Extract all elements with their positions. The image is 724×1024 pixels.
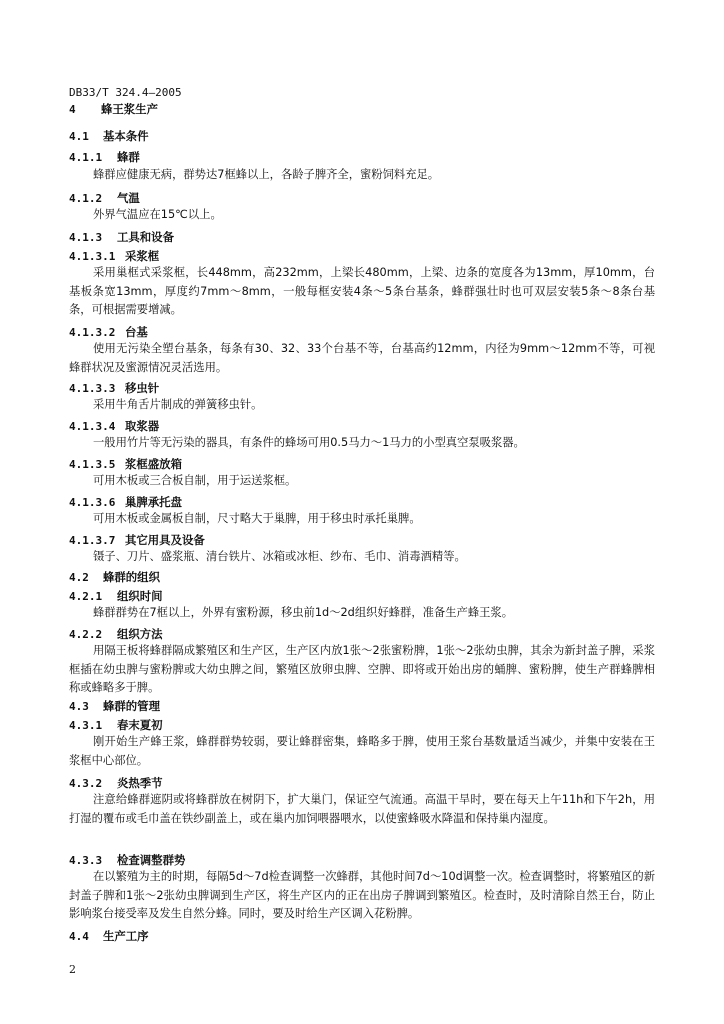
heading-title: 工具和设备 [117, 230, 174, 244]
heading-4-1-3-3 [69, 380, 159, 397]
paragraph: 可用木板或三合板自制，用于运送浆框。 [93, 474, 297, 487]
heading-number: 4.3.2 [69, 777, 103, 790]
heading-number: 4.3 [69, 700, 89, 713]
heading-title: 采浆框 [125, 249, 160, 263]
heading-title: 基本条件 [103, 129, 149, 143]
heading-number: 4.1.3.1 [69, 250, 116, 263]
heading-title: 炎热季节 [117, 776, 163, 790]
heading-4-2-1 [69, 588, 163, 605]
paragraph: 刚开始生产蜂王浆，蜂群群势较弱，要让蜂群密集，蜂略多于脾，使用王浆台基数量适当减少，并集中安装在王浆框中心部位。 [69, 735, 655, 767]
section-number: 4 [69, 103, 76, 116]
heading-number: 4.1 [69, 130, 89, 143]
heading-number: 4.2.1 [69, 590, 103, 603]
paragraph: 采用巢框式采浆框，长448mm，高232mm，上梁长480mm，上梁、边条的宽度各为13mm，厚10mm，台基板条宽13mm，厚度约7mm～8mm，一般每框安装4条～5条台基条，蜂群强壮时也可双层安装5条～8条台基条，可根据需要增减。 [69, 266, 655, 316]
paragraph: 蜂群群势在7框以上，外界有蜜粉源，移虫前1d～2d组织好蜂群，准备生产蜂王浆。 [93, 606, 514, 619]
paragraph: 镊子、刀片、盛浆瓶、清台铁片、冰箱或冰柜、纱布、毛巾、消毒酒精等。 [93, 550, 466, 563]
section-heading [69, 101, 158, 118]
heading-number: 4.1.3.5 [69, 458, 116, 471]
document-code: DB33/T 324.4—2005 [69, 86, 182, 99]
paragraph: 采用牛角舌片制成的弹簧移虫针。 [93, 398, 263, 411]
heading-4-3-1 [69, 717, 163, 734]
heading-title: 浆框盛放箱 [125, 457, 182, 471]
heading-number: 4.1.3.2 [69, 326, 116, 339]
heading-4-3-2 [69, 775, 163, 792]
heading-title: 蜂群 [117, 150, 140, 164]
heading-number: 4.1.3.4 [69, 420, 116, 433]
heading-number: 4.1.3 [69, 231, 103, 244]
paragraph: 一般用竹片等无污染的器具，有条件的蜂场可用0.5马力～1马力的小型真空泵吸浆器。 [93, 436, 525, 449]
heading-4-1-3-4 [69, 418, 159, 435]
heading-4-3 [69, 698, 160, 715]
paragraph: 可用木板或金属板自制，尺寸略大于巢脾，用于移虫时承托巢脾。 [93, 512, 421, 525]
heading-title: 组织方法 [117, 627, 163, 641]
heading-number: 4.3.1 [69, 719, 103, 732]
heading-number: 4.3.3 [69, 854, 103, 867]
heading-title: 移虫针 [125, 381, 160, 395]
heading-title: 气温 [117, 191, 140, 205]
heading-4-3-3 [69, 852, 185, 869]
heading-4-1-3 [69, 229, 174, 246]
heading-number: 4.1.3.7 [69, 534, 116, 547]
heading-number: 4.4 [69, 930, 89, 943]
heading-4-1 [69, 128, 149, 145]
paragraph: 使用无污染全塑台基条，每条有30、32、33个台基不等，台基高约12mm，内径为9mm～12mm不等，可视蜂群状况及蜜源情况灵活选用。 [69, 342, 655, 374]
heading-title: 春末夏初 [117, 718, 163, 732]
paragraph: 蜂群应健康无病，群势达7框蜂以上，各龄子脾齐全，蜜粉饲料充足。 [93, 168, 440, 181]
heading-number: 4.1.3.6 [69, 496, 116, 509]
heading-number: 4.1.2 [69, 192, 103, 205]
heading-title: 取浆器 [125, 419, 160, 433]
heading-4-2 [69, 569, 160, 586]
heading-4-1-2 [69, 190, 140, 207]
heading-4-4 [69, 928, 149, 945]
heading-number: 4.2 [69, 571, 89, 584]
heading-title: 蜂群的管理 [103, 699, 160, 713]
heading-title: 检查调整群势 [117, 853, 186, 867]
heading-number: 4.1.3.3 [69, 382, 116, 395]
paragraph: 注意给蜂群遮阴或将蜂群放在树阴下，扩大巢门，保证空气流通。高温干旱时，要在每天上午11h和下午2h，用打湿的覆布或毛巾盖在铁纱副盖上，或在巢内加饲喂器喂水，以使蜜蜂吸水降温和保持巢内湿度。 [69, 793, 655, 825]
heading-number: 4.1.1 [69, 151, 103, 164]
heading-4-1-3-2 [69, 324, 148, 341]
paragraph: 外界气温应在15℃以上。 [93, 208, 222, 221]
heading-4-1-1 [69, 149, 140, 166]
heading-title: 蜂群的组织 [103, 570, 160, 584]
heading-4-2-2 [69, 626, 163, 643]
heading-4-1-3-1 [69, 248, 159, 265]
heading-4-1-3-7 [69, 532, 205, 549]
heading-title: 生产工序 [103, 929, 149, 943]
section-title: 蜂王浆生产 [101, 102, 158, 116]
heading-4-1-3-6 [69, 494, 182, 511]
heading-title: 巢脾承托盘 [125, 495, 182, 509]
page-number: 2 [69, 963, 76, 976]
heading-title: 组织时间 [117, 589, 163, 603]
heading-4-1-3-5 [69, 456, 182, 473]
heading-title: 台基 [125, 325, 148, 339]
paragraph: 在以繁殖为主的时期，每隔5d～7d检查调整一次蜂群，其他时间7d～10d调整一次。检查调整时，将繁殖区的新封盖子脾和1张～2张幼虫脾调到生产区，将生产区内的正在出房子脾调到繁殖区。检查时，及时清除自然王台，防止影响浆台接受率及发生自然分蜂。同时，要及时给生产区调入花粉脾。 [69, 870, 655, 920]
heading-number: 4.2.2 [69, 628, 103, 641]
heading-title: 其它用具及设备 [125, 533, 205, 547]
paragraph: 用隔王板将蜂群隔成繁殖区和生产区，生产区内放1张～2张蜜粉脾，1张～2张幼虫脾，其余为新封盖子脾，采浆框插在幼虫脾与蜜粉脾或大幼虫脾之间，繁殖区放卵虫脾、空脾、即将或开始出房的蛹脾、蜜粉脾，使生产群蜂脾相称或蜂略多于脾。 [69, 644, 655, 694]
